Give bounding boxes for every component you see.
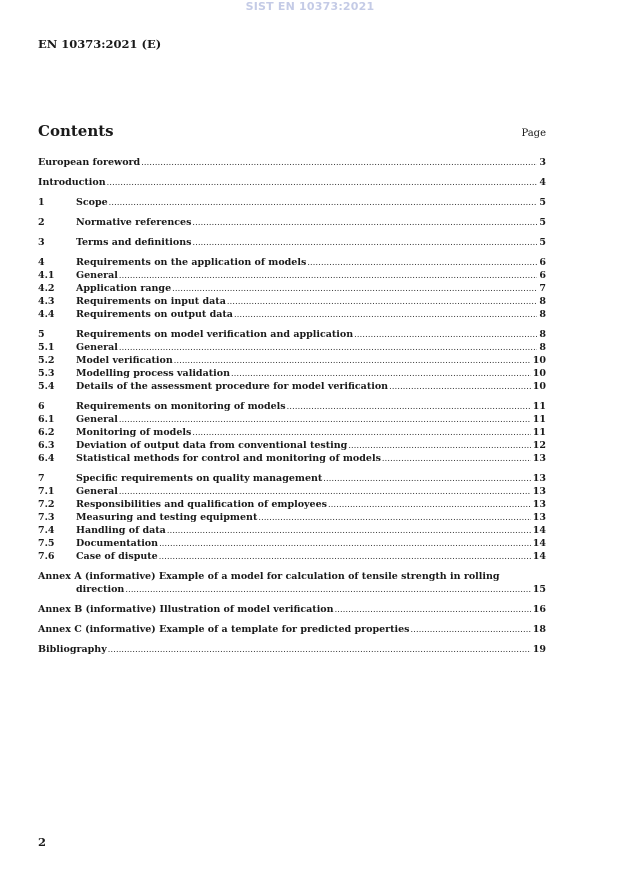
toc-entry-text: Bibliography [38,644,107,655]
toc-entry-page: 13 [532,453,546,464]
toc-entry-page: 13 [532,512,546,523]
toc-entry-3[interactable] [38,236,546,249]
leader-dots [382,452,531,465]
toc-entry-1[interactable] [38,196,546,209]
toc-entry-text: Requirements on output data [76,309,233,320]
toc-entry-text: Requirements on model verification and application [76,329,354,340]
toc-entry-page: 16 [532,604,546,615]
toc-entry-page: 5 [539,197,546,208]
leader-dots [159,550,531,563]
toc-entry-number: 4.2 [38,283,55,294]
toc-entry-page: 14 [532,538,546,549]
toc-entry-text: General [76,270,118,281]
leader-dots [109,196,538,209]
toc-entry-page: 11 [532,427,546,438]
leader-dots [108,643,531,656]
toc-entry-number: 5.4 [38,381,55,392]
toc-entry-page: 10 [532,381,546,392]
toc-entry-number: 4.3 [38,296,55,307]
document-id: EN 10373:2021 (E) [38,37,162,51]
leader-dots [192,236,537,249]
toc-entry-4-3[interactable] [38,295,546,308]
toc-entry-text: Responsibilities and qualification of employees [76,499,327,510]
toc-entry-7-5[interactable] [38,537,546,550]
toc-entry-text: Deviation of output data from conventional testing [76,440,348,451]
toc-entry-4-1[interactable] [38,269,546,282]
toc-entry-page: 8 [539,329,546,340]
leader-dots [119,413,531,426]
toc-entry-page: 8 [539,309,546,320]
toc-entry-7-4[interactable] [38,524,546,537]
toc-entry-text: Specific requirements on quality management [76,473,323,484]
toc-entry-text: General [76,342,118,353]
toc-entry-page: 8 [539,342,546,353]
leader-dots [328,498,531,511]
toc-entry-number: 3 [38,237,45,248]
toc-entry-text: Statistical methods for control and monitoring of models [76,453,381,464]
leader-dots [411,623,531,636]
toc-entry-page: 11 [532,414,546,425]
toc-entry-number: 6.1 [38,414,55,425]
toc-entry-number: 6.3 [38,440,55,451]
leader-dots [389,380,531,393]
toc-entry-7-6[interactable] [38,550,546,563]
toc-entry-7-2[interactable] [38,498,546,511]
toc-entry-text: Model verification [76,355,173,366]
leader-dots [125,583,530,596]
toc-entry-annex-a[interactable] [38,570,546,596]
toc-entry-page: 18 [532,624,546,635]
leader-dots [192,216,537,229]
toc-entry-text: Requirements on the application of models [76,257,307,268]
toc-entry-text: Normative references [76,217,192,228]
toc-entry-page: 19 [532,644,546,655]
toc-entry-number: 6.2 [38,427,55,438]
toc-entry-page: 3 [539,157,546,168]
page-number: 2 [38,835,47,849]
leader-dots [107,176,538,189]
leader-dots [159,537,531,550]
toc-entry-number: 5.1 [38,342,55,353]
leader-dots [234,308,537,321]
toc-entry-text: Annex C (informative) Example of a template for predicted properties [38,624,410,635]
leader-dots [119,269,537,282]
toc-entry-4[interactable] [38,256,546,269]
toc-entry-5-2[interactable] [38,354,546,367]
toc-entry-text: Requirements on monitoring of models [76,401,286,412]
toc-entry-number: 5.3 [38,368,55,379]
leader-dots [307,256,537,269]
toc-entry-page: 4 [539,177,546,188]
toc-entry-text-continued: direction [76,584,125,595]
leader-dots [323,472,530,485]
toc-entry-6-3[interactable] [38,439,546,452]
leader-dots [287,400,531,413]
toc-entry-number: 4 [38,257,45,268]
contents-title: Contents [38,122,114,140]
toc-entry-page: 14 [532,551,546,562]
toc-entry-page: 14 [532,525,546,536]
toc-entry-number: 7 [38,473,45,484]
leader-dots [231,367,531,380]
leader-dots [172,282,537,295]
leader-dots [119,485,531,498]
leader-dots [348,439,530,452]
toc-entry-text: Modelling process validation [76,368,230,379]
toc-entry-5-3[interactable] [38,367,546,380]
toc-entry-page: 5 [539,237,546,248]
toc-entry-text: Measuring and testing equipment [76,512,258,523]
table-of-contents [38,156,546,656]
toc-entry-6-1[interactable] [38,413,546,426]
toc-entry-text: Application range [76,283,172,294]
toc-entry-text: Requirements on input data [76,296,226,307]
toc-entry-text: General [76,414,118,425]
leader-dots [227,295,538,308]
leader-dots [335,603,531,616]
toc-entry-number: 6.4 [38,453,55,464]
toc-entry-7-1[interactable] [38,485,546,498]
toc-entry-number: 7.1 [38,486,55,497]
leader-dots [192,426,530,439]
leader-dots [354,328,537,341]
toc-entry-foreword[interactable] [38,156,546,169]
toc-entry-5[interactable] [38,328,546,341]
toc-entry-text: Case of dispute [76,551,158,562]
toc-entry-bibliography[interactable] [38,643,546,656]
toc-entry-number: 7.6 [38,551,55,562]
toc-entry-number: 6 [38,401,45,412]
toc-entry-page: 13 [532,486,546,497]
toc-entry-page: 6 [539,257,546,268]
toc-entry-5-1[interactable] [38,341,546,354]
toc-entry-4-2[interactable] [38,282,546,295]
toc-entry-page: 10 [532,368,546,379]
toc-entry-text: Annex A (informative) Example of a model for calculation of tensile strength in rolling [38,571,500,582]
toc-entry-number: 2 [38,217,45,228]
toc-entry-text: Scope [76,197,108,208]
leader-dots [141,156,537,169]
toc-entry-page: 5 [539,217,546,228]
toc-entry-6-4[interactable] [38,452,546,465]
toc-entry-page: 13 [532,499,546,510]
toc-entry-annex-b[interactable] [38,603,546,616]
toc-entry-page: 12 [532,440,546,451]
toc-entry-number: 7.3 [38,512,55,523]
leader-dots [119,341,537,354]
toc-entry-text: Terms and definitions [76,237,192,248]
leader-dots [174,354,531,367]
toc-entry-text: Details of the assessment procedure for model verification [76,381,389,392]
watermark: SIST EN 10373:2021 [245,0,375,13]
toc-entry-page: 11 [532,401,546,412]
toc-entry-5-4[interactable] [38,380,546,393]
toc-entry-7-3[interactable] [38,511,546,524]
toc-entry-number: 5.2 [38,355,55,366]
toc-entry-number: 7.5 [38,538,55,549]
toc-entry-introduction[interactable] [38,176,546,189]
toc-entry-4-4[interactable] [38,308,546,321]
toc-entry-number: 4.4 [38,309,55,320]
toc-entry-page: 15 [532,584,546,595]
page-column-label: Page [521,128,546,139]
toc-entry-text: Documentation [76,538,159,549]
toc-entry-7[interactable] [38,472,546,485]
toc-entry-number: 7.2 [38,499,55,510]
leader-dots [258,511,530,524]
toc-entry-page: 10 [532,355,546,366]
toc-entry-text: Handling of data [76,525,166,536]
toc-entry-text: Annex B (informative) Illustration of model verification [38,604,334,615]
toc-entry-6[interactable] [38,400,546,413]
toc-entry-annex-c[interactable] [38,623,546,636]
toc-entry-text: Introduction [38,177,106,188]
toc-entry-page: 13 [532,473,546,484]
toc-entry-number: 4.1 [38,270,55,281]
toc-entry-text: General [76,486,118,497]
toc-entry-text: European foreword [38,157,141,168]
toc-entry-text: Monitoring of models [76,427,192,438]
toc-entry-number: 5 [38,329,45,340]
toc-entry-6-2[interactable] [38,426,546,439]
toc-entry-2[interactable] [38,216,546,229]
toc-entry-number: 1 [38,197,45,208]
leader-dots [167,524,531,537]
toc-entry-page: 8 [539,296,546,307]
toc-entry-number: 7.4 [38,525,55,536]
toc-entry-page: 7 [539,283,546,294]
toc-entry-page: 6 [539,270,546,281]
